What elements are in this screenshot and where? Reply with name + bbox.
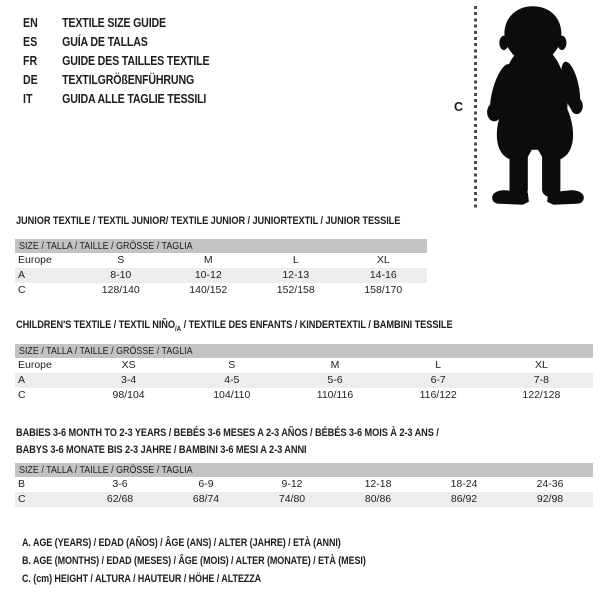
language-row bbox=[23, 89, 209, 108]
language-code: ES bbox=[23, 35, 38, 49]
footnote-b: B. AGE (MONTHS) / EDAD (MESES) / ÂGE (MOIS) / ALTER (MONATE) / ETÀ (MESI) bbox=[22, 555, 366, 567]
table-cell: 8-10 bbox=[110, 269, 132, 281]
table-cell: 24-36 bbox=[536, 478, 564, 490]
table-cell: 6-7 bbox=[430, 374, 446, 386]
table-cell: 3-4 bbox=[121, 374, 137, 386]
table-cell: A bbox=[18, 374, 26, 386]
table-cell: 128/140 bbox=[101, 284, 140, 296]
children-title-subscript: /A bbox=[174, 324, 182, 334]
table-cell: 74/80 bbox=[278, 493, 306, 505]
table-cell: 152/158 bbox=[276, 284, 315, 296]
table-cell: 110/116 bbox=[316, 389, 354, 401]
baby-silhouette-icon bbox=[482, 4, 594, 210]
footnotes bbox=[22, 534, 366, 588]
children-table bbox=[15, 344, 593, 403]
babies-title-line2: BABYS 3-6 MONATE BIS 2-3 JAHRE / BAMBINI 3-6 MESI A 2-3 ANNI bbox=[16, 444, 307, 456]
table-cell: 92/98 bbox=[536, 493, 564, 505]
table-cell: Europe bbox=[18, 359, 52, 371]
table-cell: 122/128 bbox=[522, 389, 561, 401]
table-row bbox=[15, 358, 593, 373]
footnote-c: C. (cm) HEIGHT / ALTURA / HAUTEUR / HÖHE / ALTEZZA bbox=[22, 573, 262, 585]
language-label: GUIDE DES TAILLES TEXTILE bbox=[62, 54, 210, 68]
junior-size-table bbox=[15, 253, 427, 298]
table-cell: 140/152 bbox=[189, 284, 228, 296]
table-cell: 6-9 bbox=[198, 478, 214, 490]
table-cell: 18-24 bbox=[450, 478, 478, 490]
table-cell: 4-5 bbox=[224, 374, 240, 386]
table-cell: C bbox=[18, 389, 26, 401]
table-cell: 5-6 bbox=[327, 374, 343, 386]
table-row bbox=[15, 492, 593, 507]
table-cell: 3-6 bbox=[112, 478, 128, 490]
language-label: GUIDA ALLE TAGLIE TESSILI bbox=[62, 92, 207, 106]
footnote-a: A. AGE (YEARS) / EDAD (AÑOS) / ÂGE (ANS) / ALTER (JAHRE) / ETÀ (ANNI) bbox=[22, 537, 341, 549]
table-cell: 12-13 bbox=[282, 269, 310, 281]
table-cell: M bbox=[203, 254, 213, 266]
table-row bbox=[15, 253, 427, 268]
table-cell: S bbox=[228, 359, 236, 371]
size-header-bar bbox=[15, 239, 427, 253]
table-cell: 116/122 bbox=[419, 389, 457, 401]
language-label: TEXTILE SIZE GUIDE bbox=[62, 16, 166, 30]
table-cell: 86/92 bbox=[450, 493, 478, 505]
babies-section-title bbox=[16, 425, 439, 459]
language-code: DE bbox=[23, 73, 38, 87]
table-row bbox=[15, 283, 427, 298]
children-title-prefix: CHILDREN'S TEXTILE / TEXTIL NIÑO bbox=[16, 319, 175, 331]
table-cell: B bbox=[18, 478, 26, 490]
table-cell: L bbox=[292, 254, 299, 266]
table-cell: L bbox=[435, 359, 442, 371]
junior-section-title bbox=[16, 215, 400, 227]
table-cell: S bbox=[117, 254, 125, 266]
table-cell: 9-12 bbox=[281, 478, 303, 490]
language-label: TEXTILGRÖßENFÜHRUNG bbox=[62, 73, 195, 87]
table-cell: XS bbox=[121, 359, 136, 371]
size-header-bar bbox=[15, 463, 593, 477]
table-cell: 7-8 bbox=[533, 374, 549, 386]
children-section-title bbox=[16, 319, 453, 333]
table-cell: 62/68 bbox=[106, 493, 134, 505]
table-row bbox=[15, 388, 593, 403]
table-cell: 98/104 bbox=[112, 389, 145, 401]
table-cell: 10-12 bbox=[194, 269, 222, 281]
table-cell: 12-18 bbox=[364, 478, 392, 490]
language-code: FR bbox=[23, 54, 38, 68]
table-cell: A bbox=[18, 269, 26, 281]
language-row bbox=[23, 32, 209, 51]
size-header-label: SIZE / TALLA / TAILLE / GRÖSSE / TAGLIA bbox=[19, 240, 193, 252]
language-row bbox=[23, 70, 209, 89]
table-cell: 68/74 bbox=[192, 493, 220, 505]
height-dashed-line bbox=[474, 6, 477, 208]
table-cell: XL bbox=[376, 254, 390, 266]
junior-table bbox=[15, 239, 427, 298]
table-row bbox=[15, 268, 427, 283]
language-code: EN bbox=[23, 16, 38, 30]
table-cell: XL bbox=[534, 359, 548, 371]
height-c-label: C bbox=[454, 100, 464, 114]
junior-section-title-text: JUNIOR TEXTILE / TEXTIL JUNIOR/ TEXTILE JUNIOR / JUNIORTEXTIL / JUNIOR TESSILE bbox=[16, 215, 401, 227]
size-header-bar bbox=[15, 344, 593, 358]
table-cell: 80/86 bbox=[364, 493, 392, 505]
table-cell: 14-16 bbox=[369, 269, 397, 281]
language-list bbox=[23, 13, 209, 108]
table-cell: C bbox=[18, 284, 26, 296]
language-label: GUÍA DE TALLAS bbox=[62, 35, 148, 49]
table-cell: 104/110 bbox=[213, 389, 251, 401]
baby-figure-block bbox=[440, 2, 600, 214]
language-code: IT bbox=[23, 92, 33, 106]
table-cell: C bbox=[18, 493, 26, 505]
language-row bbox=[23, 13, 209, 32]
table-row bbox=[15, 373, 593, 388]
babies-size-table bbox=[15, 477, 593, 507]
children-size-table bbox=[15, 358, 593, 403]
children-title-suffix: / TEXTILE DES ENFANTS / KINDERTEXTIL / BAMBINI TESSILE bbox=[181, 319, 453, 331]
table-cell: M bbox=[330, 359, 340, 371]
size-header-label: SIZE / TALLA / TAILLE / GRÖSSE / TAGLIA bbox=[19, 345, 193, 357]
babies-title-line1: BABIES 3-6 MONTH TO 2-3 YEARS / BEBÉS 3-6 MESES A 2-3 AÑOS / BÉBÉS 3-6 MOIS À 2-3 ANS / bbox=[16, 427, 439, 439]
table-cell: 158/170 bbox=[364, 284, 403, 296]
size-header-label: SIZE / TALLA / TAILLE / GRÖSSE / TAGLIA bbox=[19, 464, 193, 476]
table-row bbox=[15, 477, 593, 492]
language-row bbox=[23, 51, 209, 70]
table-cell: Europe bbox=[18, 254, 52, 266]
babies-table bbox=[15, 463, 593, 507]
